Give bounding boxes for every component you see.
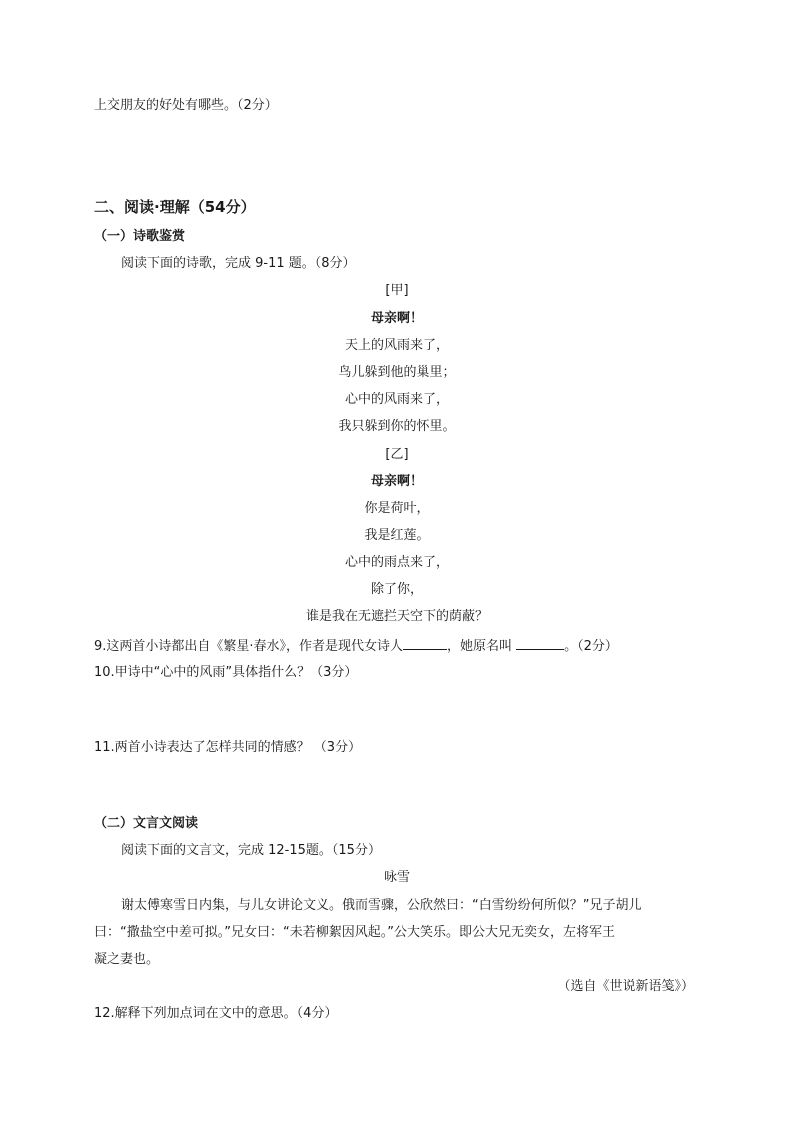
poem-a-line: 鸟儿躲到他的巢里； [338,365,456,380]
poem-a-line: 心中的风雨来了， [344,392,449,407]
passage-line: 谢太傅寒雪日内集，与儿女讲论文义。俄而雪骤，公欣然曰：“白雪纷纷何所似？”兄子胡儿 [121,898,642,913]
question-9-text-2: ，她原名叫 [447,639,513,654]
answer-blank[interactable] [403,637,447,650]
poem-b-label: [乙] [385,447,409,462]
poem-b-line: 除了你， [370,582,423,597]
part-2-instruction: 阅读下面的文言文，完成 12-15题。（15分） [121,843,381,858]
part-2-title: （二）文言文阅读 [94,816,199,831]
question-9-text-1: 9.这两首小诗都出自《繁星·春水》，作者是现代女诗人 [94,639,404,654]
part-1-instruction: 阅读下面的诗歌，完成 9-11 题。（8分） [121,256,356,271]
poem-b-line: 谁是我在无遮拦天空下的荫蔽？ [305,609,488,624]
question-10: 10.甲诗中“心中的风雨”具体指什么？（3分） [94,665,358,680]
passage-title: 咏雪 [383,870,410,885]
question-9-text-3: 。（2分） [564,639,618,654]
poem-b-line: 你是荷叶， [364,501,430,516]
poem-b-line: 我是红莲。 [364,528,430,543]
poem-a-line: 我只躲到你的怀里。 [338,419,456,434]
poem-a-label: [甲] [385,283,409,298]
question-9 [94,637,618,656]
answer-blank[interactable] [516,637,564,650]
passage-line: 凝之妻也。 [94,952,160,967]
poem-a-line: 天上的风雨来了， [344,338,449,353]
section-2-title: 二、阅读·理解（54分） [94,198,256,216]
poem-a-line: 母亲啊！ [370,311,423,326]
question-12: 12.解释下列加点词在文中的意思。（4分） [94,1006,338,1021]
q8-tail: 上交朋友的好处有哪些。（2分） [94,98,278,113]
poem-b-line: 心中的雨点来了， [344,555,449,570]
part-1-title: （一）诗歌鉴赏 [94,229,186,244]
question-11: 11.两首小诗表达了怎样共同的情感？ （3分） [94,740,362,755]
passage-source: （选自《世说新语笺》） [557,979,694,994]
poem-b-line: 母亲啊！ [370,474,423,489]
passage-line: 曰：“撒盐空中差可拟。”兄女曰：“未若柳絮因风起。”公大笑乐。即公大兄无奕女，左将军王 [94,925,615,940]
